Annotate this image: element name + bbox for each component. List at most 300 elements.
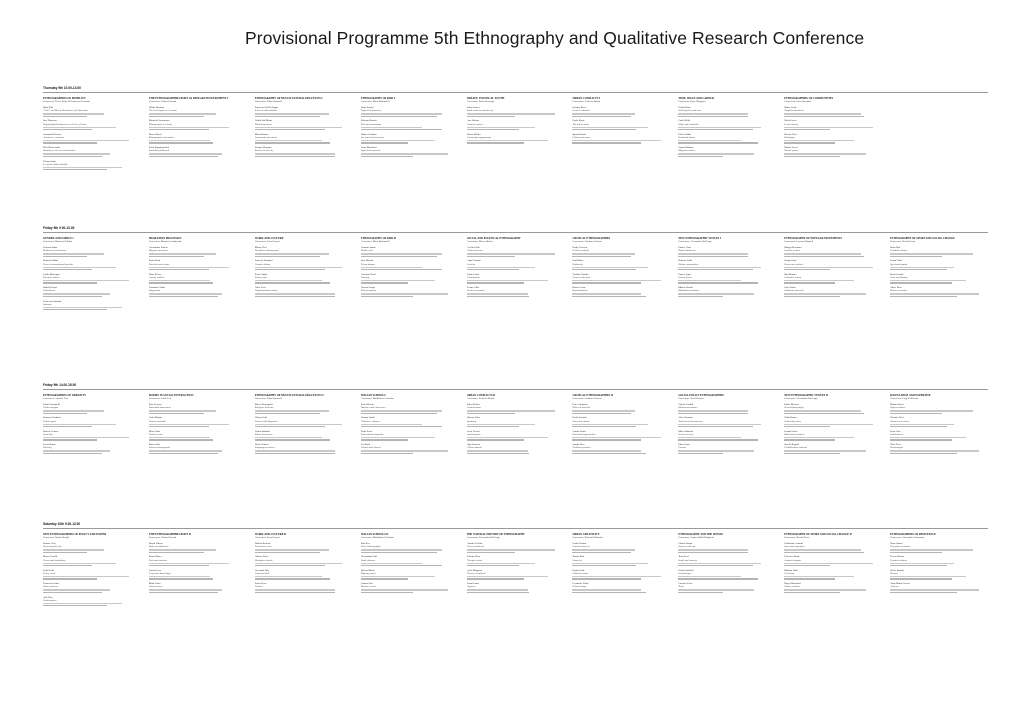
paper-title: Risk and uncertainty — [360, 122, 382, 126]
text-line — [678, 410, 748, 411]
paper-title: Participation — [466, 275, 480, 279]
text-line — [784, 156, 840, 157]
text-line — [678, 589, 753, 590]
text-line — [572, 453, 645, 454]
paper-title: Language practices — [254, 446, 275, 450]
paper-title: Educational inequality — [360, 432, 384, 436]
paper-title: Public space — [43, 419, 56, 423]
text-line — [678, 293, 753, 294]
panel-convenors: Convenors: Luigi Pellizzoni — [890, 397, 919, 401]
day-label: Friday 9th 14.00-18.00 — [43, 383, 77, 387]
text-line — [361, 142, 408, 143]
panel — [572, 237, 670, 313]
paper-title: Negotiating Boundaries as a Form of Trust — [43, 122, 87, 126]
text-line — [255, 424, 342, 425]
paper-entry — [149, 416, 247, 427]
panel-title: ITALIAN SCHOOLS — [360, 394, 386, 397]
paper-entry — [255, 443, 353, 454]
paper-author: Giulia Sabatini — [254, 429, 270, 433]
paper-author: Alice Romano — [678, 416, 693, 420]
panel-convenors: Convenors: Federica Burini — [466, 397, 495, 401]
paper-title: Youth cultures — [360, 558, 375, 562]
paper-entry — [572, 106, 670, 117]
paper-author: Paolo Berti — [148, 259, 161, 263]
paper-author: Mauricio Sotomayor — [148, 119, 170, 123]
text-line — [467, 426, 520, 427]
text-line — [43, 127, 116, 128]
panel-convenors: Convenors: Vando Borghi — [43, 536, 70, 540]
text-line — [572, 413, 631, 414]
text-line — [784, 282, 835, 283]
paper-title: Sport and gender — [890, 262, 908, 266]
paper-author: Paul Baker — [572, 259, 584, 263]
text-line — [572, 293, 641, 294]
paper-entry — [149, 146, 247, 157]
panel-title: CRITICAL ETHNOGRAPHIES — [572, 237, 611, 240]
panel-convenors: Convenors: Roberta Paltrinieri — [572, 536, 604, 540]
text-line — [149, 116, 204, 117]
panel-convenors: Convenors: Pietro Saitta & Francesca Ferrarini — [43, 100, 91, 104]
text-line — [361, 282, 408, 283]
paper-entry — [784, 133, 882, 144]
text-line — [149, 267, 229, 268]
text-line — [467, 280, 548, 281]
paper-author: Laura Greco — [148, 568, 162, 572]
paper-author: Chiara Lodi — [254, 416, 267, 420]
paper-entry — [43, 542, 141, 553]
paper-title: Taste — [678, 585, 684, 589]
paper-title: Fitness cultures — [784, 585, 801, 589]
text-line — [43, 552, 87, 553]
text-line — [361, 280, 435, 281]
paper-entry — [467, 430, 565, 441]
paper-author: Ilaria Pitti — [890, 246, 901, 250]
paper-title: Activism — [466, 262, 476, 266]
paper-author: Marco Caselli — [43, 555, 58, 559]
paper-title: Laboratories — [890, 432, 904, 436]
text-line — [784, 296, 840, 297]
paper-author: Rita Marino — [784, 272, 797, 276]
text-line — [43, 549, 104, 550]
paper-entry — [890, 555, 988, 566]
text-line — [890, 296, 957, 297]
paper-author: Lorenza Tarantini — [254, 259, 273, 263]
paper-entry — [149, 106, 247, 117]
paper-title: Governing the city — [43, 545, 62, 549]
panel-convenors: Convenors: Andrea Mubi Brighenti — [678, 536, 714, 540]
text-line — [361, 296, 413, 297]
paper-title: Teachers and classrooms — [360, 406, 386, 410]
text-line — [361, 269, 442, 270]
paper-entry — [255, 146, 353, 157]
paper-author: Sara Pellegrini — [784, 443, 800, 447]
paper-title: Urban margins — [43, 406, 59, 410]
paper-author: Lorenzo Fiore — [678, 582, 693, 586]
panel — [149, 394, 247, 457]
text-line — [890, 426, 947, 427]
panel — [890, 394, 988, 457]
paper-title: Borders in the city — [254, 149, 274, 153]
panel — [43, 533, 141, 609]
paper-title: Local memory — [784, 122, 799, 126]
paper-entry — [467, 246, 565, 257]
paper-title: Parents and schools — [360, 446, 381, 450]
paper-entry — [149, 259, 247, 270]
text-line — [467, 269, 520, 270]
paper-author: Davide Neri — [784, 132, 797, 136]
panel-title: KNOWLEDGE AND EXPERTISE — [890, 394, 931, 397]
text-line — [784, 563, 873, 564]
paper-title: Social movements — [466, 289, 485, 293]
paper-author: Hugo Marchand — [784, 582, 801, 586]
panel-title: URBAN CONFLICTS II — [466, 394, 496, 397]
text-line — [361, 256, 437, 257]
paper-entry — [43, 273, 141, 284]
paper-entry — [678, 416, 776, 427]
paper-title: Power and institutions — [43, 558, 66, 562]
panel-title: NEW ETHNOGRAPHIC VENUES I — [678, 237, 722, 240]
paper-title: Migrant workers — [678, 149, 696, 153]
panel-title: NEW ETHNOGRAPHIC VENUES II — [784, 394, 828, 397]
paper-author: Kim Soyeon — [148, 403, 162, 407]
text-line — [361, 413, 437, 414]
paper-entry — [149, 286, 247, 297]
paper-author: Silvia Greco — [784, 119, 797, 123]
text-line — [149, 269, 209, 270]
paper-author: Paola Serra — [360, 429, 373, 433]
panel-title: ETHNOGRAPHY OF POPULAR MOVEMENTS — [784, 237, 843, 240]
text-line — [149, 578, 214, 579]
paper-title: Expert cultures — [890, 406, 906, 410]
paper-entry — [678, 273, 776, 284]
paper-author: Lara Valente — [466, 119, 480, 123]
paper-entry — [678, 106, 776, 117]
text-line — [572, 269, 636, 270]
paper-entry — [467, 119, 565, 130]
text-line — [255, 410, 329, 411]
text-line — [43, 256, 87, 257]
panel-title: SOCIAL AND POLITICAL ETHNOGRAPHY — [466, 237, 521, 240]
paper-entry — [467, 133, 565, 144]
panel — [678, 237, 776, 313]
text-line — [572, 140, 660, 141]
paper-entry — [255, 259, 353, 270]
paper-author: Stefano Romano — [254, 146, 272, 150]
paper-title: Participation — [43, 598, 57, 602]
paper-author: Julien Roulet — [466, 403, 480, 407]
paper-title: Football cultures — [890, 249, 908, 253]
text-line — [572, 578, 641, 579]
panel — [361, 394, 459, 457]
text-line — [255, 156, 335, 157]
paper-title: Online communities — [678, 262, 699, 266]
paper-title: State practices — [43, 585, 58, 589]
text-line — [678, 413, 748, 414]
panel — [149, 97, 247, 173]
panel — [890, 97, 988, 173]
paper-title: Dissent — [890, 571, 898, 575]
paper-title: Children's cultures — [360, 419, 380, 423]
text-line — [255, 140, 323, 141]
paper-entry — [43, 106, 141, 117]
panel — [255, 97, 353, 173]
paper-author: Alberto Ricci — [254, 555, 269, 559]
panel-title: ETHNOGRAPHY AND THE SENSES — [678, 533, 723, 536]
text-line — [784, 129, 830, 130]
paper-title: Motherhood narratives — [43, 249, 67, 253]
paper-entry — [467, 273, 565, 284]
paper-title: Street art — [572, 558, 582, 562]
paper-title: Pain and emotion — [148, 558, 167, 562]
paper-entry — [572, 542, 670, 553]
paper-title: Soundscapes — [678, 571, 692, 575]
paper-title: Solidarity networks — [784, 289, 804, 293]
text-line — [678, 296, 723, 297]
text-line — [361, 426, 442, 427]
panel — [361, 97, 459, 173]
panel — [784, 97, 882, 173]
paper-title: Virtual places — [678, 275, 693, 279]
paper-title: Housing — [43, 446, 52, 450]
paper-author: Valeria Monti — [360, 568, 375, 572]
text-line — [678, 113, 748, 114]
text-line — [361, 153, 448, 154]
paper-entry — [784, 273, 882, 284]
paper-title: Workplace ethnography — [254, 249, 279, 253]
text-line — [43, 589, 110, 590]
text-line — [255, 450, 335, 451]
paper-entry — [43, 569, 141, 580]
paper-author: Elena Fabbri — [678, 132, 692, 136]
text-line — [255, 453, 335, 454]
text-line — [784, 410, 860, 411]
text-line — [149, 549, 217, 550]
paper-author: Giacomo Rizzi — [360, 272, 376, 276]
text-line — [467, 127, 536, 128]
text-line — [255, 129, 325, 130]
paper-entry — [361, 416, 459, 427]
paper-title: Unions — [254, 585, 262, 589]
paper-title: Coaching — [784, 571, 794, 575]
text-line — [255, 282, 330, 283]
text-line — [43, 437, 129, 438]
paper-title: Classic fieldwork — [466, 545, 484, 549]
text-line — [361, 439, 408, 440]
text-line — [467, 565, 520, 566]
panel — [784, 533, 882, 609]
text-line — [678, 253, 748, 254]
paper-title: Factory life — [254, 275, 267, 279]
paper-title: Sensory ethnography — [148, 446, 171, 450]
text-line — [572, 552, 631, 553]
text-line — [678, 282, 757, 283]
paper-title: Power in the field — [572, 275, 591, 279]
text-line — [890, 253, 973, 254]
text-line — [255, 426, 325, 427]
text-line — [467, 253, 555, 254]
paper-author: Carla Lolli — [43, 568, 54, 572]
paper-author: Carlo Melis — [678, 119, 691, 123]
text-line — [890, 589, 979, 590]
paper-entry — [361, 259, 459, 270]
paper-author: Roberta Bonetti — [360, 119, 377, 123]
paper-title: Creative labour — [254, 262, 271, 266]
paper-author: Paolo Magnone — [466, 568, 483, 572]
paper-author: Lia Bassi — [360, 443, 371, 447]
paper-entry — [678, 133, 776, 144]
paper-author: Emily Ferreira — [572, 246, 588, 250]
text-line — [43, 424, 116, 425]
paper-entry — [255, 286, 353, 297]
paper-author: Paola Gandolfi — [678, 568, 694, 572]
text-line — [678, 140, 741, 141]
panel — [572, 394, 670, 457]
paper-entry — [572, 246, 670, 257]
text-line — [361, 578, 408, 579]
paper-author: Daniele Grasso — [43, 429, 59, 433]
panel-convenors: Convenors: Maurizio Ambrosini — [148, 240, 182, 244]
text-line — [43, 167, 122, 168]
paper-entry — [572, 119, 670, 130]
paper-author: Carla Ferri — [254, 286, 266, 290]
paper-author: Pietro Vanni — [254, 272, 268, 276]
text-line — [890, 450, 979, 451]
text-line — [784, 424, 873, 425]
text-line — [784, 142, 835, 143]
paper-entry — [467, 582, 565, 593]
paper-entry — [361, 555, 459, 566]
text-line — [149, 437, 210, 438]
panel-convenors: Convenors: Alessandro Dal Lago — [678, 240, 712, 244]
panel-convenors: Convenors: Alessandro Dal Lago — [784, 397, 818, 401]
text-line — [467, 549, 555, 550]
text-line — [678, 549, 748, 550]
panel-title: ETHNOGRAPHY OF SPORT AND SOCIAL CHANGE II — [784, 533, 852, 536]
text-line — [890, 565, 947, 566]
paper-author: Ilaria Pitti — [43, 106, 54, 110]
paper-author: Giulia Pinto — [678, 106, 691, 110]
text-line — [255, 256, 321, 257]
paper-author: Simona Giordano — [43, 416, 61, 420]
paper-title: Urban renewal — [466, 446, 482, 450]
paper-author: Olga Ivanova — [466, 443, 481, 447]
text-line — [678, 129, 752, 130]
paper-entry — [255, 569, 353, 580]
paper-entry — [572, 569, 670, 580]
paper-entry — [467, 443, 565, 454]
text-line — [361, 576, 435, 577]
paper-author: Bruno Leone — [572, 286, 586, 290]
text-line — [255, 280, 323, 281]
text-line — [361, 129, 442, 130]
paper-title: Health risks — [360, 249, 373, 253]
text-line — [149, 282, 214, 283]
text-line — [361, 253, 442, 254]
text-line — [784, 267, 873, 268]
text-line — [467, 453, 530, 454]
paper-entry — [361, 430, 459, 441]
paper-title: Digital fieldwork — [678, 249, 696, 253]
panel-title: WORK AND CULTURE II — [254, 533, 287, 536]
text-line — [890, 410, 973, 411]
paper-author: Roberta Galli — [678, 259, 692, 263]
paper-author: Giovanni Sala — [254, 568, 269, 572]
paper-title: Welfare encounters — [678, 406, 698, 410]
text-line — [890, 256, 942, 257]
paper-title: Domestic labour — [43, 275, 60, 279]
text-line — [784, 552, 864, 553]
paper-entry — [43, 286, 141, 297]
paper-author: Tommaso Vitale — [148, 286, 166, 290]
paper-title: Networks and routes — [148, 262, 170, 266]
paper-entry — [678, 246, 776, 257]
paper-title: Migrant pupils — [360, 571, 376, 575]
paper-author: Bruna Lanzi — [466, 582, 479, 586]
paper-author: Silvio Brandi — [890, 568, 904, 572]
paper-entry — [678, 286, 776, 297]
text-line — [890, 424, 954, 425]
text-line — [784, 280, 854, 281]
text-line — [149, 127, 229, 128]
text-line — [467, 424, 536, 425]
text-line — [572, 426, 636, 427]
text-line — [361, 565, 442, 566]
paper-entry — [361, 133, 459, 144]
text-line — [678, 156, 723, 157]
text-line — [678, 424, 760, 425]
text-line — [572, 565, 636, 566]
paper-title: Grassroots politics — [784, 262, 804, 266]
text-line — [255, 253, 329, 254]
text-line — [467, 592, 530, 593]
text-line — [43, 282, 97, 283]
paper-title: Senses in the city — [678, 545, 696, 549]
paper-entry — [255, 119, 353, 130]
paper-title: The sociologist as a woman — [148, 109, 177, 113]
text-line — [784, 589, 866, 590]
paper-title: Craft and skill — [254, 571, 270, 575]
text-line — [43, 578, 97, 579]
paper-entry — [43, 160, 141, 171]
paper-entry — [572, 582, 670, 593]
paper-entry — [784, 569, 882, 580]
paper-title: Smell and memory — [678, 558, 697, 562]
text-line — [467, 256, 515, 257]
paper-entry — [43, 119, 141, 130]
paper-entry — [784, 259, 882, 270]
text-line — [678, 267, 760, 268]
text-line — [255, 552, 321, 553]
panel-convenors: Convenors: Nicola Porro — [784, 536, 810, 540]
paper-author: Luigi Fontana — [466, 259, 481, 263]
paper-title: Care in transnational families — [43, 262, 74, 266]
paper-title: Urban design — [572, 585, 587, 589]
text-line — [467, 282, 525, 283]
text-line — [572, 424, 647, 425]
text-line — [255, 565, 325, 566]
text-line — [467, 589, 529, 590]
paper-entry — [361, 443, 459, 454]
text-line — [678, 450, 753, 451]
text-line — [784, 153, 866, 154]
paper-author: Luca Gori — [890, 429, 901, 433]
paper-author: Fabio Ciaramelli — [43, 403, 60, 407]
text-line — [890, 576, 966, 577]
paper-author: Anna Marchetti — [360, 146, 377, 150]
paper-author: Margot Kerrasset — [784, 246, 802, 250]
text-line — [784, 576, 854, 577]
panel — [784, 237, 882, 313]
